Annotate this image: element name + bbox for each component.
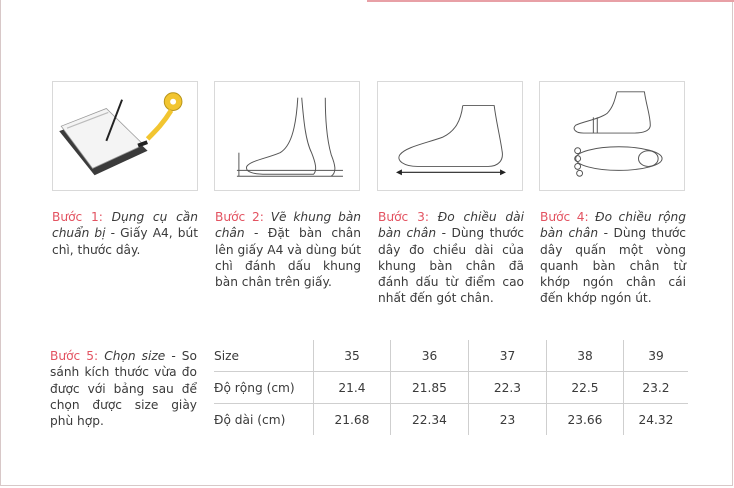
table-row-length xyxy=(214,404,688,436)
step-5-key: Bước 5: xyxy=(50,349,99,363)
step-1-key: Bước 1: xyxy=(52,210,103,224)
foot-outline-image xyxy=(214,81,360,191)
table-cell: 24.32 xyxy=(624,404,689,436)
table-cell: 35 xyxy=(314,340,391,372)
table-cell: 22.34 xyxy=(391,404,469,436)
table-cell: 21.68 xyxy=(314,404,391,436)
step-3-key: Bước 3: xyxy=(378,210,429,224)
row-label: Độ dài (cm) xyxy=(214,412,286,427)
table-cell: 21.4 xyxy=(314,372,391,404)
table-cell: 23.66 xyxy=(547,404,624,436)
table-row-size xyxy=(214,340,688,372)
step-5-text: Bước 5: Chọn size - So sánh kích thước vừa đo được với bảng sau để chọn được size giày phù hợp. xyxy=(50,349,197,429)
step-4-title: Đo chiều rộng bàn chân xyxy=(540,210,686,241)
step-2-key: Bước 2: xyxy=(215,210,264,224)
table-cell: 36 xyxy=(391,340,469,372)
step-3-title: Đo chiều dài bàn chân xyxy=(378,210,524,241)
step-1-desc: Giấy A4, bút chì, thước dây. xyxy=(52,226,198,257)
foot-width-image xyxy=(539,81,685,191)
table-cell: 23 xyxy=(469,404,547,436)
step-3-desc: Dùng thước dây đo chiều dài của khung bàn chân đã đánh dấu từ điểm cao nhất đến gót chân. xyxy=(378,226,525,306)
size-table xyxy=(214,340,688,435)
table-cell: 21.85 xyxy=(391,372,469,404)
table-cell: 38 xyxy=(547,340,624,372)
top-accent-line xyxy=(367,0,734,2)
step-2-title: Vẽ khung bàn chân xyxy=(215,210,362,241)
row-label: Size xyxy=(214,340,314,372)
step-1-title: Dụng cụ cần chuẩn bị xyxy=(52,210,198,241)
table-cell: 39 xyxy=(624,340,689,372)
step-4-text: Bước 4: Đo chiều rộng bàn chân - Dùng thước dây quấn một vòng quanh bàn chân từ khớp ngón chân cái đến khớp ngón út. xyxy=(540,210,687,306)
foot-length-image xyxy=(377,81,523,191)
table-cell: 23.2 xyxy=(624,372,689,404)
step-2-text: Bước 2: Vẽ khung bàn chân - Đặt bàn chân lên giấy A4 và dùng bút chì đánh dấu khung bàn chân trên giấy. xyxy=(215,210,362,290)
tools-image xyxy=(52,81,198,191)
step-1-text: Bước 1: Dụng cụ cần chuẩn bị - Giấy A4, bút chì, thước dây. xyxy=(52,210,198,257)
step-5-title: Chọn size xyxy=(104,349,166,363)
step-5-desc: So sánh kích thước vừa đo được với bảng sau để chọn được size giày phù hợp. xyxy=(50,349,197,429)
step-4-desc: Dùng thước dây quấn một vòng quanh bàn chân từ khớp ngón chân cái đến khớp ngón út. xyxy=(540,226,687,306)
table-row-width xyxy=(214,372,688,404)
step-4-key: Bước 4: xyxy=(540,210,589,224)
step-2-desc: Đặt bàn chân lên giấy A4 và dùng bút chì đánh dấu khung bàn chân trên giấy. xyxy=(215,226,361,290)
step-3-text: Bước 3: Đo chiều dài bàn chân - Dùng thước dây đo chiều dài của khung bàn chân đã đánh dấu từ điểm cao nhất đến gót chân. xyxy=(378,210,525,306)
row-label: Độ rộng (cm) xyxy=(214,372,314,404)
table-cell: 22.5 xyxy=(547,372,624,404)
table-cell: 37 xyxy=(469,340,547,372)
table-cell: 22.3 xyxy=(469,372,547,404)
